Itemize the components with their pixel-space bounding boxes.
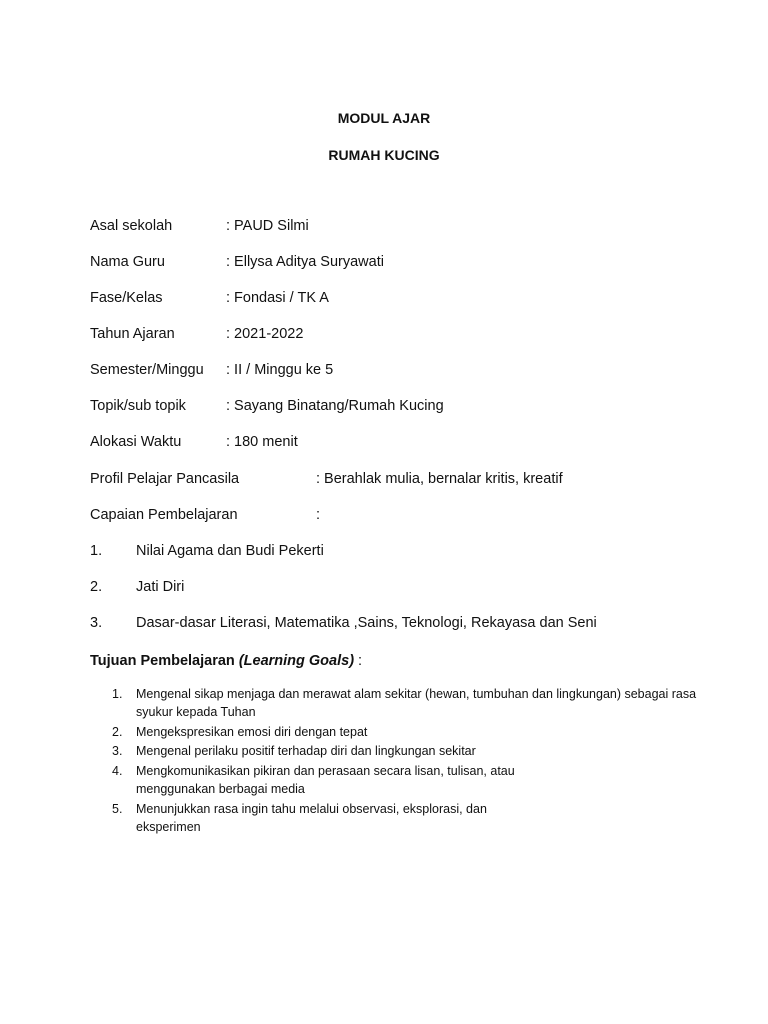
info-value-nama-guru: : Ellysa Aditya Suryawati — [226, 254, 384, 270]
learning-goals-heading-suffix: : — [354, 653, 363, 669]
profil-label: Profil Pelajar Pancasila — [90, 471, 240, 487]
document-title: MODUL AJAR — [337, 110, 431, 126]
capaian-item-number: 1. — [90, 543, 103, 559]
capaian-item-number: 2. — [90, 579, 103, 595]
goal-number: 5. — [112, 802, 123, 816]
capaian-item-number: 3. — [90, 615, 103, 631]
info-value-fase-kelas: : Fondasi / TK A — [226, 290, 329, 306]
profil-value: : Berahlak mulia, bernalar kritis, kreatif — [316, 471, 563, 487]
info-label-nama-guru: Nama Guru — [90, 254, 165, 270]
info-label-fase-kelas: Fase/Kelas — [90, 290, 163, 306]
info-value-topik: : Sayang Binatang/Rumah Kucing — [226, 398, 444, 414]
goal-text: Mengenal sikap menjaga dan merawat alam sekitar (hewan, tumbuhan dan lingkungan) sebagai rasa syukur kepada Tuhan — [136, 687, 697, 719]
info-label-topik: Topik/sub topik — [90, 398, 186, 414]
info-label-asal-sekolah: Asal sekolah — [90, 218, 173, 234]
learning-goals-heading — [90, 653, 362, 669]
learning-goals-heading-italic: (Learning Goals) — [238, 653, 355, 669]
info-label-alokasi-waktu: Alokasi Waktu — [90, 434, 182, 450]
goal-text: Mengkomunikasikan pikiran dan perasaan secara lisan, tulisan, atau menggunakan berbagai media — [136, 764, 515, 796]
goal-number: 3. — [112, 744, 123, 758]
capaian-label: Capaian Pembelajaran — [90, 507, 238, 523]
capaian-item-text: Nilai Agama dan Budi Pekerti — [136, 543, 324, 559]
goal-number: 1. — [112, 687, 123, 701]
capaian-value: : — [316, 507, 321, 523]
goal-number: 4. — [112, 764, 123, 778]
goal-number: 2. — [112, 725, 123, 739]
info-label-semester: Semester/Minggu — [90, 362, 204, 378]
info-value-alokasi-waktu: : 180 menit — [226, 434, 298, 450]
document-subtitle: RUMAH KUCING — [328, 147, 440, 163]
info-value-semester: : II / Minggu ke 5 — [226, 362, 334, 378]
capaian-item-text: Jati Diri — [136, 579, 185, 595]
learning-goals-heading-bold: Tujuan Pembelajaran — [90, 653, 239, 669]
capaian-item-text: Dasar-dasar Literasi, Matematika ,Sains, Teknologi, Rekayasa dan Seni — [136, 615, 597, 631]
goal-text: Mengenal perilaku positif terhadap diri dan lingkungan sekitar — [136, 744, 476, 758]
goal-text: Mengekspresikan emosi diri dengan tepat — [136, 725, 368, 739]
info-value-tahun-ajaran: : 2021-2022 — [226, 326, 304, 342]
goal-text: Menunjukkan rasa ingin tahu melalui observasi, eksplorasi, dan eksperimen — [136, 802, 487, 834]
info-label-tahun-ajaran: Tahun Ajaran — [90, 326, 175, 342]
info-value-asal-sekolah: : PAUD Silmi — [226, 218, 309, 234]
